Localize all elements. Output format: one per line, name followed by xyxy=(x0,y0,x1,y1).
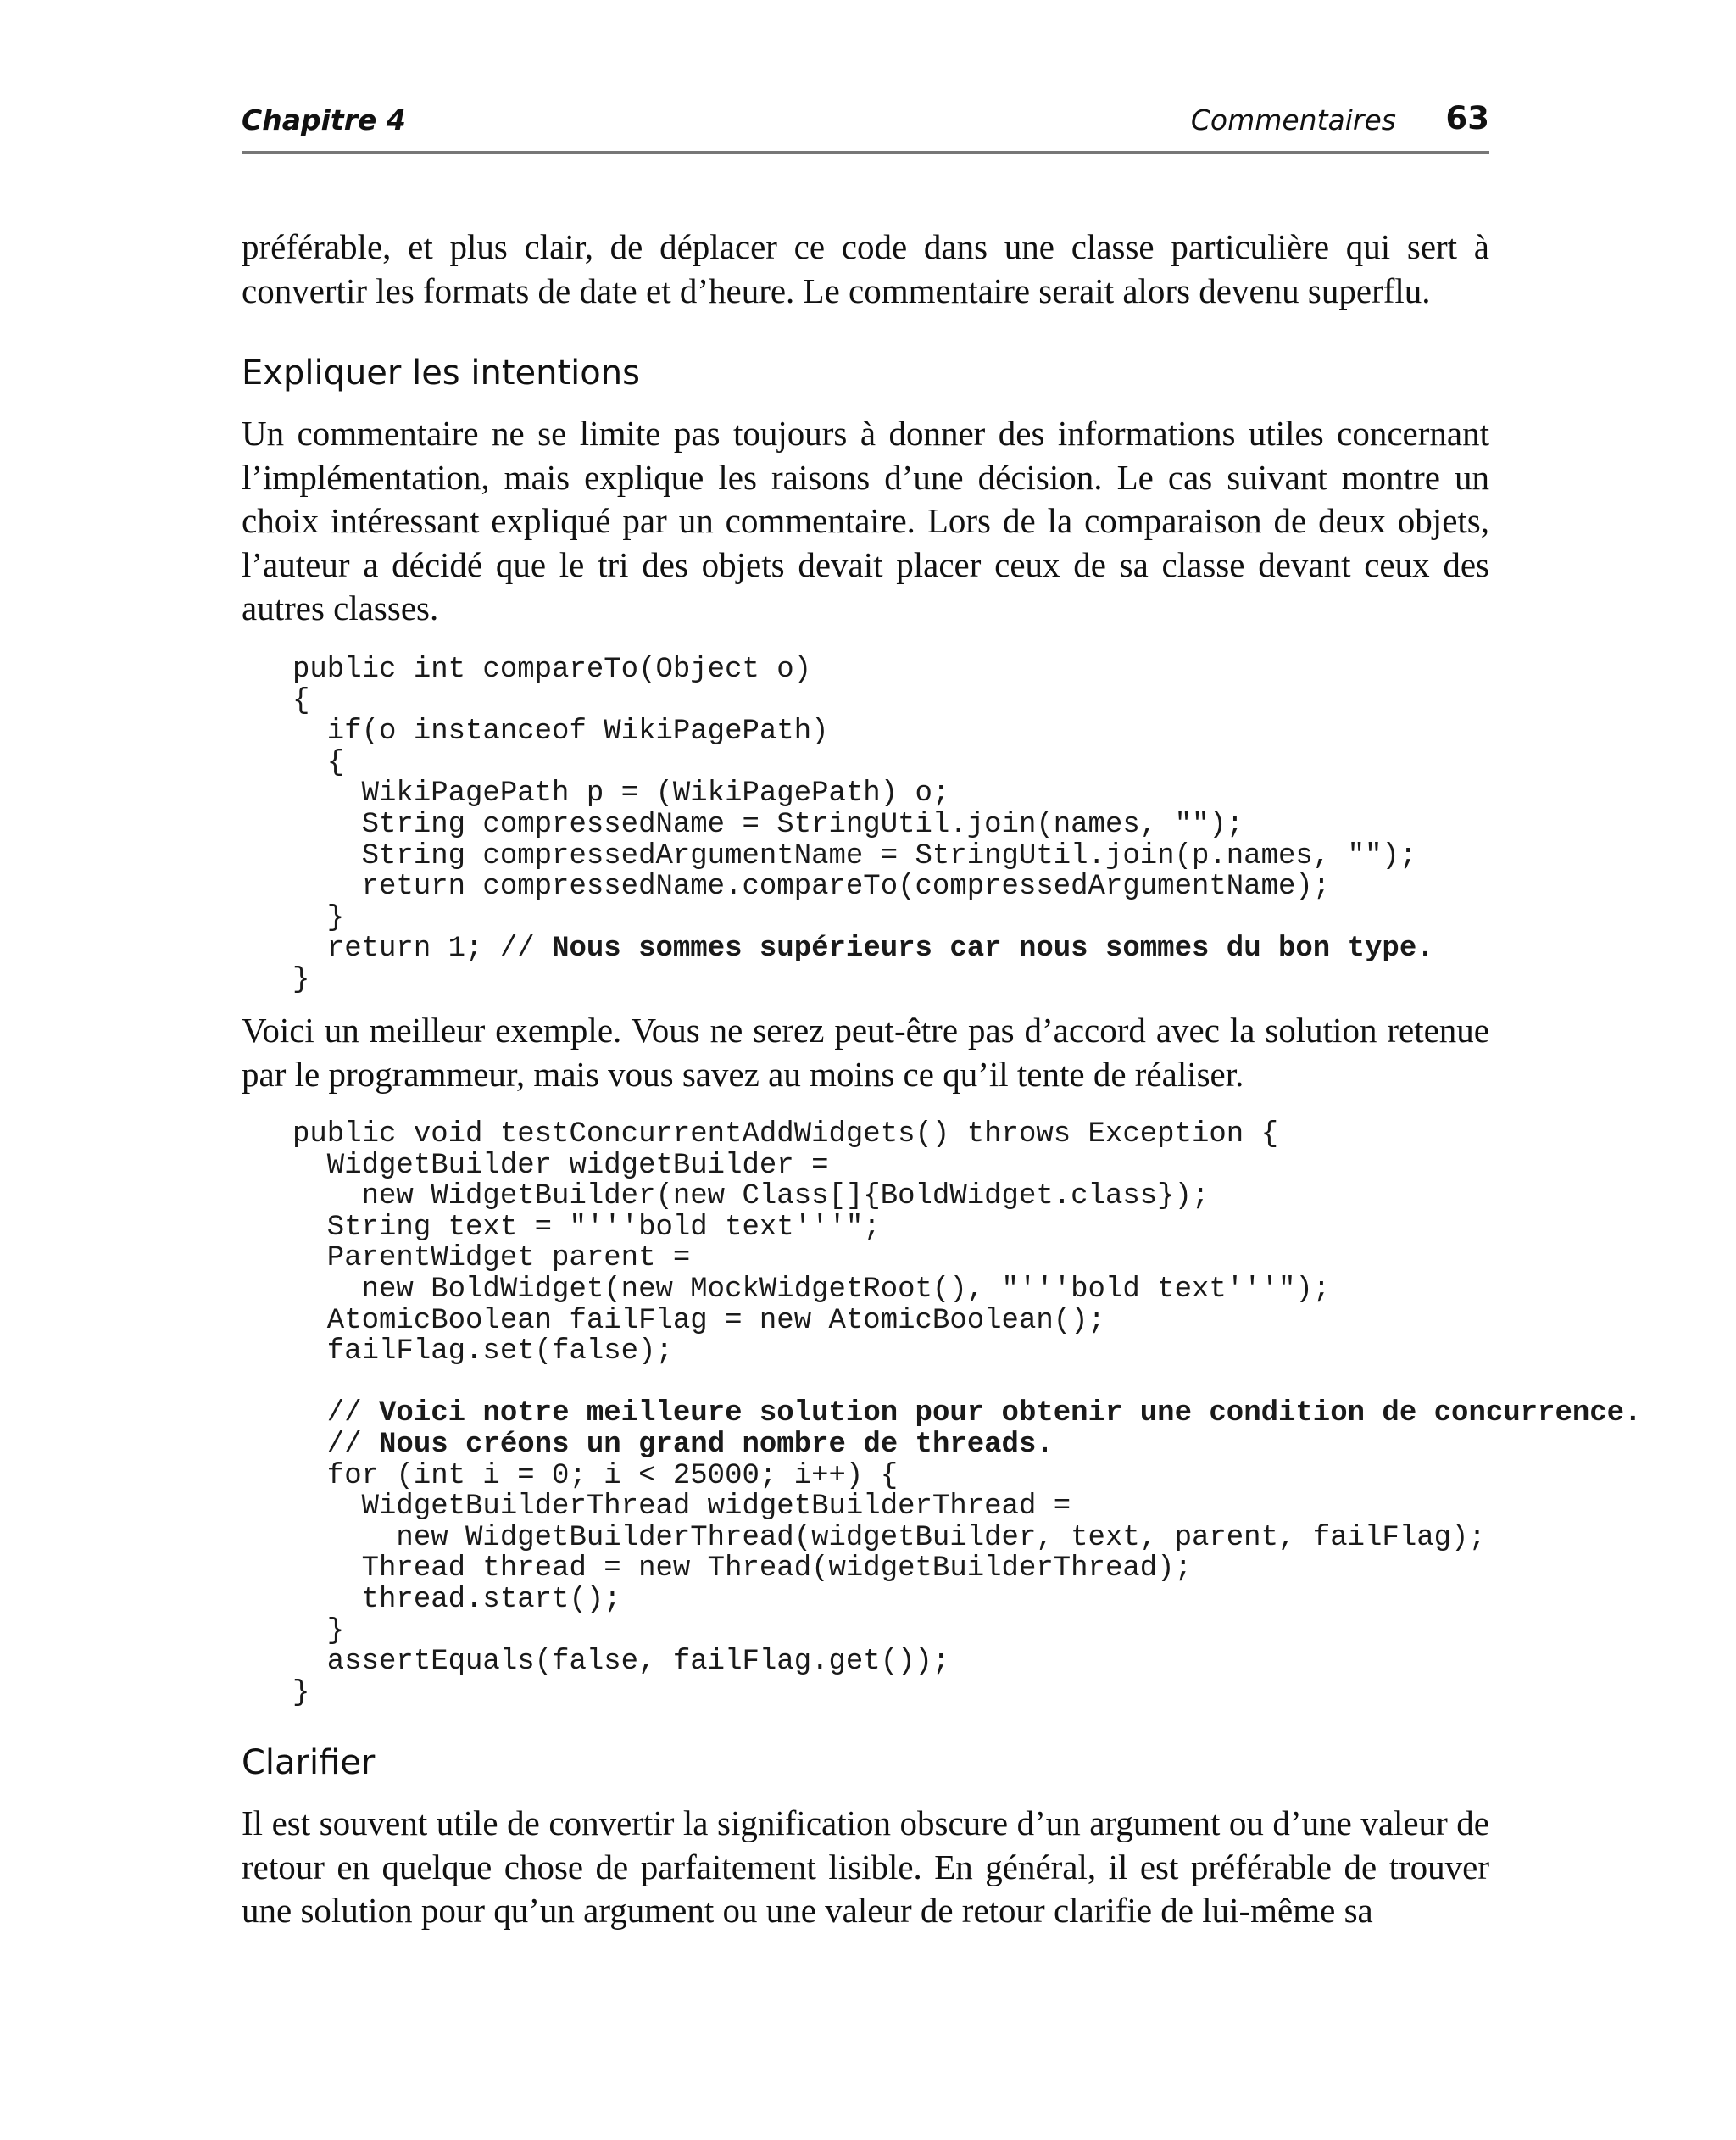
code-text: String compressedArgumentName = StringUtil.join(p.names, ""); xyxy=(292,839,1417,872)
code-line xyxy=(292,1616,1641,1647)
heading-clarifier: Clarifier xyxy=(242,1743,376,1782)
code-text: new WidgetBuilderThread(widgetBuilder, text, parent, failFlag); xyxy=(292,1521,1486,1554)
code-text: { xyxy=(292,684,310,717)
code-text: { xyxy=(292,746,345,779)
code-text: failFlag.set(false); xyxy=(292,1335,673,1368)
heading-intentions: Expliquer les intentions xyxy=(242,354,640,393)
code-line xyxy=(292,1368,1641,1399)
code-text: // xyxy=(292,1428,380,1461)
code-text: ParentWidget parent = xyxy=(292,1242,691,1275)
code-line xyxy=(292,1274,1641,1306)
code-comment: Nous sommes supérieurs car nous sommes du bon type. xyxy=(552,933,1434,966)
code-line xyxy=(292,872,1434,903)
code-line xyxy=(292,778,1434,810)
code-text: AtomicBoolean failFlag = new AtomicBoolean(); xyxy=(292,1304,1105,1337)
code-line xyxy=(292,655,1434,686)
code-text: new BoldWidget(new MockWidgetRoot(), "'''bold text'''"); xyxy=(292,1273,1331,1306)
code-line xyxy=(292,933,1434,965)
code-line xyxy=(292,748,1434,779)
code-text: return 1; // xyxy=(292,933,553,966)
code-line xyxy=(292,1336,1641,1368)
code-text: } xyxy=(292,963,310,996)
paragraph-better-example: Voici un meilleur exemple. Vous ne serez peut-être pas d’accord avec la solution retenue par le programmeur, mais vous savez au moins ce qu’il tente de réaliser. xyxy=(242,1011,1489,1094)
code-line xyxy=(292,1119,1641,1151)
page-number: 63 xyxy=(1445,100,1489,137)
paragraph-intentions: Un commentaire ne se limite pas toujours à donner des informations utiles concernant l’implémentation, mais explique les raisons d’une décision. Le cas suivant montre un choix intéressant expliqué par un commentaire. Lors de la comparaison de deux objets, l’auteur a décidé que le tri des objets devait placer ceux de sa classe devant ceux des autres classes. xyxy=(242,414,1489,627)
code-line xyxy=(292,1678,1641,1709)
code-text: public void testConcurrentAddWidgets() throws Exception { xyxy=(292,1118,1278,1151)
code-line xyxy=(292,1553,1641,1585)
code-text: for (int i = 0; i < 25000; i++) { xyxy=(292,1459,899,1492)
code-text: if(o instanceof WikiPagePath) xyxy=(292,716,829,749)
code-line xyxy=(292,903,1434,934)
code-comment: Nous créons un grand nombre de threads. xyxy=(379,1428,1054,1461)
section-label: Commentaires xyxy=(1190,103,1396,137)
code-line xyxy=(292,716,1434,748)
code-comment: Voici notre meilleure solution pour obtenir une condition de concurrence. xyxy=(379,1397,1642,1430)
code-text: String text = "'''bold text'''"; xyxy=(292,1211,881,1244)
code-line xyxy=(292,1212,1641,1244)
code-text: // xyxy=(292,1397,380,1430)
code-text: } xyxy=(292,1614,345,1647)
code-line xyxy=(292,1151,1641,1182)
running-header xyxy=(242,100,1489,154)
code-text: return compressedName.compareTo(compressedArgumentName); xyxy=(292,871,1331,904)
code-text: WidgetBuilderThread widgetBuilderThread = xyxy=(292,1491,1071,1524)
code-line xyxy=(292,1461,1641,1492)
code-line xyxy=(292,1398,1641,1429)
code-line xyxy=(292,1306,1641,1337)
code-text: } xyxy=(292,901,345,934)
code-line xyxy=(292,1181,1641,1212)
code-line xyxy=(292,841,1434,872)
code-line xyxy=(292,1243,1641,1274)
code-text: new WidgetBuilder(new Class[]{BoldWidget.class}); xyxy=(292,1180,1210,1213)
code-text: public int compareTo(Object o) xyxy=(292,654,812,686)
code-line xyxy=(292,1647,1641,1678)
code-listing-concurrent-widgets xyxy=(292,1119,1641,1708)
code-listing-compareto xyxy=(292,655,1434,996)
code-line xyxy=(292,1523,1641,1554)
chapter-label: Chapitre 4 xyxy=(242,103,406,137)
code-line xyxy=(292,686,1434,717)
code-text: WidgetBuilder widgetBuilder = xyxy=(292,1149,829,1182)
code-text: WikiPagePath p = (WikiPagePath) o; xyxy=(292,777,950,811)
code-text: String compressedName = StringUtil.join(names, ""); xyxy=(292,808,1244,841)
code-line xyxy=(292,1585,1641,1616)
code-line xyxy=(292,1429,1641,1461)
code-text: Thread thread = new Thread(widgetBuilderThread); xyxy=(292,1552,1192,1585)
code-line xyxy=(292,1491,1641,1523)
paragraph-intro: préférable, et plus clair, de déplacer ce code dans une classe particulière qui sert à convertir les formats de date et d’heure. Le commentaire serait alors devenu superflu. xyxy=(242,227,1489,310)
paragraph-clarifier: Il est souvent utile de convertir la signification obscure d’un argument ou d’une valeur de retour en quelque chose de parfaitement lisible. En général, il est préférable de trouver une solution pour qu’un argument ou une valeur de retour clarifie de lui-même sa xyxy=(242,1803,1489,1930)
code-text: } xyxy=(292,1676,310,1709)
code-line xyxy=(292,810,1434,841)
code-text: thread.start(); xyxy=(292,1583,621,1616)
code-line xyxy=(292,965,1434,996)
code-text: assertEquals(false, failFlag.get()); xyxy=(292,1646,950,1679)
